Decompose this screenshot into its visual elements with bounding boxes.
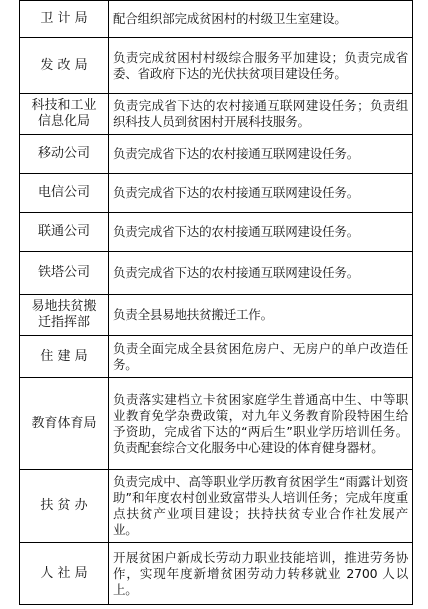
duty-cell: 负责完成省下达的农村接通互联网建设任务。	[109, 135, 413, 174]
department-cell: 易地扶贫搬迁指挥部	[20, 295, 109, 336]
table-row	[20, 252, 413, 295]
department-cell: 住 建 局	[20, 336, 109, 378]
duty-cell: 配合组织部完成贫困村的村级卫生室建设。	[109, 1, 413, 38]
responsibility-table	[19, 0, 413, 605]
department-cell: 扶 贫 办	[20, 470, 109, 543]
duty-cell: 负责完成省下达的农村接通互联网建设任务。	[109, 252, 413, 295]
department-cell: 移动公司	[20, 135, 109, 174]
table-row	[20, 470, 413, 543]
duty-cell: 负责完成省下达的农村接通互联网建设任务；负责组织科技人员到贫困村开展科技服务。	[109, 94, 413, 135]
department-cell: 联通公司	[20, 213, 109, 252]
duty-cell: 负责落实建档立卡贫困家庭学生普通高中生、中等职业教育免学杂费政策，对九年义务教育阶段特困生给予资助，完成省下达的“两后生”职业学历培训任务。负责配套综合文化服务中心建设的体育健身器材。	[109, 378, 413, 470]
duty-cell: 负责全县易地扶贫搬迁工作。	[109, 295, 413, 336]
table-row	[20, 94, 413, 135]
table-row	[20, 38, 413, 94]
department-cell: 发 改 局	[20, 38, 109, 94]
table-row	[20, 174, 413, 213]
table-row	[20, 295, 413, 336]
duty-cell: 负责完成省下达的农村接通互联网建设任务。	[109, 174, 413, 213]
department-cell: 卫 计 局	[20, 1, 109, 38]
table-row	[20, 378, 413, 470]
duty-cell: 负责完成省下达的农村接通互联网建设任务。	[109, 213, 413, 252]
table-row	[20, 336, 413, 378]
duty-cell: 负责完成中、高等职业学历教育贫困学生“雨露计划资助”和年度农村创业致富带头人培训任务；完成年度重点扶贫产业项目建设；扶持扶贫专业合作社发展产业。	[109, 470, 413, 543]
department-cell: 教育体育局	[20, 378, 109, 470]
department-cell: 电信公司	[20, 174, 109, 213]
department-cell: 科技和工业信息化局	[20, 94, 109, 135]
department-cell: 铁塔公司	[20, 252, 109, 295]
table-row	[20, 135, 413, 174]
table-row	[20, 1, 413, 38]
department-cell: 人 社 局	[20, 543, 109, 605]
duty-cell: 负责全面完成全县贫困危房户、无房户的单户改造任务。	[109, 336, 413, 378]
table-row	[20, 213, 413, 252]
table-row	[20, 543, 413, 605]
duty-cell: 负责完成贫困村村级综合服务平加建设；负责完成省委、省政府下达的光伏扶贫项目建设任务。	[109, 38, 413, 94]
duty-cell: 开展贫困户新成长劳动力职业技能培训，推进劳务协作，实现年度新增贫困劳动力转移就业 2700 人以上。	[109, 543, 413, 605]
